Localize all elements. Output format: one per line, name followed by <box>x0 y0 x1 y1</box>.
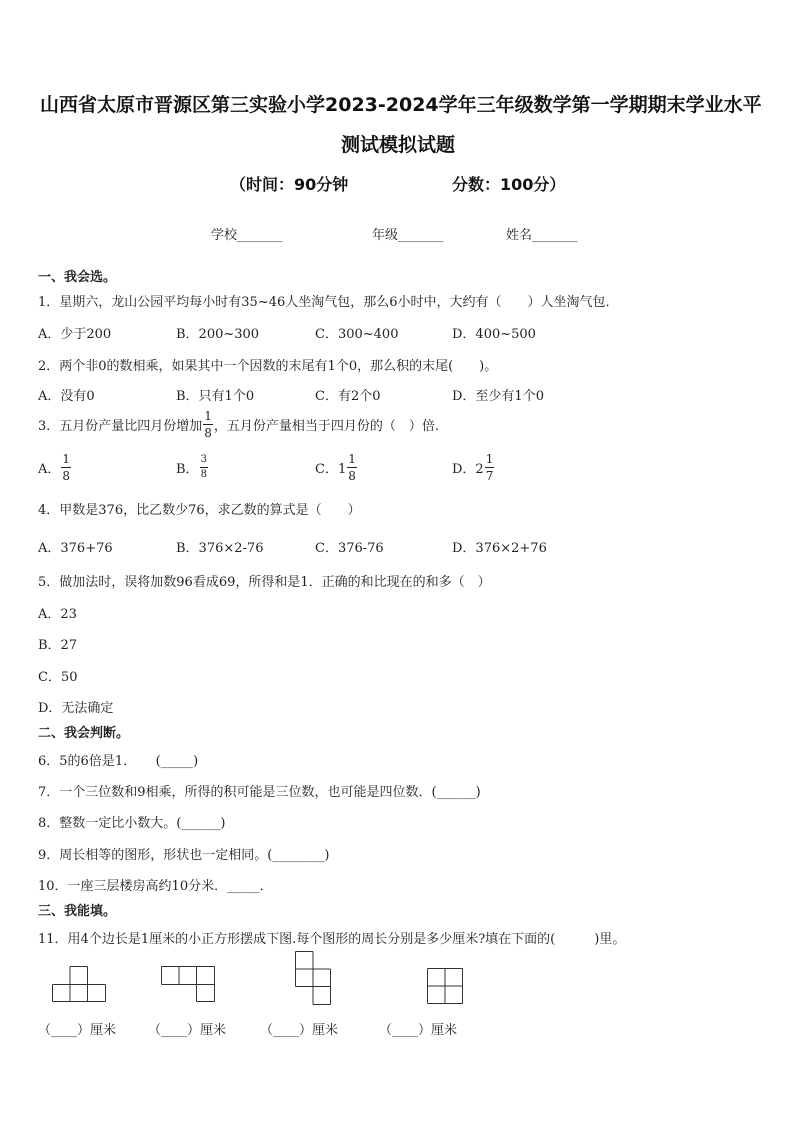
question-7: 7．一个三位数和9相乘，所得的积可能是三位数，也可能是四位数．(______) <box>38 785 481 800</box>
q1-option-a: A．少于200 <box>38 327 112 342</box>
question-1: 1．星期六，龙山公园平均每小时有35~46人坐淘气包，那么6小时中，大约有（ ）人坐淘气包． <box>38 295 619 310</box>
fraction-denominator: 7 <box>485 469 494 483</box>
q3-option-c <box>315 453 358 482</box>
option-fraction <box>485 453 495 482</box>
q3-text-after: ，五月份产量相当于四月份的（ ）倍. <box>213 419 440 434</box>
figure-1-answer: （____）厘米 <box>38 1023 117 1038</box>
q2-option-c: C．有2个0 <box>315 389 381 404</box>
figure-2-step-shape <box>161 966 215 1002</box>
q5-option-a: A．23 <box>38 607 77 622</box>
q5-option-d: D．无法确定 <box>38 701 114 716</box>
q2-option-b: B．只有1个0 <box>176 389 255 404</box>
q3-option-d <box>452 453 495 482</box>
option-label: B． <box>176 462 199 477</box>
fraction-numerator: 1 <box>485 452 494 466</box>
page-title-line-2: 测试模拟试题 <box>341 134 456 156</box>
figure-1-l-shape <box>52 966 106 1002</box>
name-field: 姓名_______ <box>506 228 578 243</box>
q4-option-d: D．376×2+76 <box>452 541 547 556</box>
section-heading-choose: 一、我会选。 <box>38 270 117 285</box>
q1-option-d: D．400~500 <box>452 327 536 342</box>
fraction-denominator: 8 <box>200 469 207 480</box>
exam-score: 分数：100分） <box>452 175 566 194</box>
question-4: 4．甲数是376，比乙数少76，求乙数的算式是（ ） <box>38 503 361 518</box>
figure-4-square-shape <box>427 968 463 1004</box>
figure-2-answer: （____）厘米 <box>148 1023 227 1038</box>
fraction-denominator: 8 <box>204 426 212 440</box>
fraction-numerator: 3 <box>200 455 208 468</box>
q4-option-b: B．376×2-76 <box>176 541 264 556</box>
question-3 <box>38 410 439 439</box>
figure-4-answer: （____）厘米 <box>379 1023 458 1038</box>
option-fraction <box>61 453 71 482</box>
question-11: 11．用4个边长是1厘米的小正方形摆成下图.每个图形的周长分别是多少厘米?填在下面的( )里。 <box>38 932 626 947</box>
q3-option-b <box>176 455 209 480</box>
q5-option-b: B．27 <box>38 638 78 653</box>
q2-option-d: D．至少有1个0 <box>452 389 544 404</box>
fraction-numerator: 1 <box>204 409 212 423</box>
fraction-numerator: 1 <box>62 452 71 466</box>
exam-time: （时间：90分钟 <box>230 175 349 194</box>
question-5: 5．做加法时，误将加数96看成69，所得和是1．正确的和比现在的和多（ ） <box>38 575 491 590</box>
section-heading-judge: 二、我会判断。 <box>38 726 130 741</box>
q2-option-a: A．没有0 <box>38 389 95 404</box>
q4-option-c: C．376-76 <box>315 541 384 556</box>
q5-option-c: C．50 <box>38 670 78 685</box>
q1-option-c: C．300~400 <box>315 327 399 342</box>
question-2: 2．两个非0的数相乘，如果其中一个因数的末尾有1个0，那么积的末尾( )。 <box>38 359 498 374</box>
q1-option-b: B．200~300 <box>176 327 260 342</box>
grade-field: 年级_______ <box>372 228 444 243</box>
option-fraction <box>347 453 357 482</box>
school-field: 学校_______ <box>211 228 283 243</box>
q3-option-a <box>38 453 72 482</box>
question-6: 6．5的6倍是1． (_____) <box>38 754 199 769</box>
figure-3-s-shape <box>295 951 331 1005</box>
q3-text-before: 3．五月份产量比四月份增加 <box>38 419 203 434</box>
fraction-numerator: 1 <box>348 452 356 466</box>
fraction-denominator: 8 <box>348 469 356 483</box>
option-label: C．1 <box>315 462 347 477</box>
figure-3-answer: （____）厘米 <box>260 1023 339 1038</box>
question-10: 10．一座三层楼房高约10分米．_____． <box>38 879 273 894</box>
question-8: 8．整数一定比小数大。(______) <box>38 816 226 831</box>
page-title-line-1: 山西省太原市晋源区第三实验小学2023-2024学年三年级数学第一学期期末学业水平 <box>40 94 762 116</box>
fraction-denominator: 8 <box>62 469 71 483</box>
option-label: A． <box>38 462 61 477</box>
option-fraction <box>200 455 208 480</box>
question-9: 9．周长相等的图形，形状也一定相同。(________) <box>38 848 330 863</box>
q4-option-a: A．376+76 <box>38 541 113 556</box>
section-heading-fill: 三、我能填。 <box>38 904 117 919</box>
q3-fraction <box>203 410 213 439</box>
option-label: D．2 <box>452 462 484 477</box>
